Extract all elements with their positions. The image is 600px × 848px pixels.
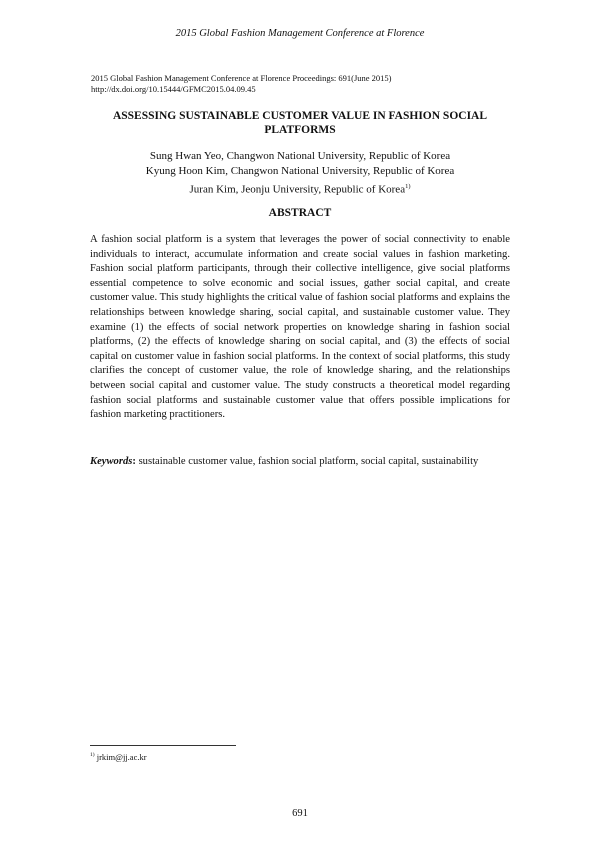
abstract-heading: ABSTRACT — [268, 207, 332, 219]
paper-title: ASSESSING SUSTAINABLE CUSTOMER VALUE IN FASHION SOCIAL PLATFORMS — [112, 110, 488, 136]
proceedings-info — [91, 73, 392, 95]
author-line — [90, 179, 510, 198]
keywords-text: sustainable customer value, fashion social platform, social capital, sustainability — [138, 456, 479, 467]
author-line: Kyung Hoon Kim, Changwon National University, Republic of Korea — [145, 165, 455, 177]
running-header: 2015 Global Fashion Management Conference at Florence — [175, 28, 425, 39]
doi-link[interactable]: http://dx.doi.org/10.15444/GFMC2015.04.09.45 — [91, 84, 256, 94]
author-text: Juran Kim, Jeonju University, Republic of Korea — [189, 183, 406, 196]
author-list — [90, 149, 510, 198]
footnote — [90, 752, 147, 762]
proceedings-citation: 2015 Global Fashion Management Conference at Florence Proceedings: 691(June 2015) — [91, 73, 392, 83]
footnote-mark: 1) — [90, 752, 95, 759]
keywords-section — [90, 455, 510, 470]
footnote-marker: 1) — [405, 183, 411, 190]
author-line: Sung Hwan Yeo, Changwon National University, Republic of Korea — [149, 150, 451, 162]
keywords-label: Keywords — [90, 456, 133, 467]
page-number: 691 — [292, 808, 308, 819]
footnote-email[interactable]: jrkim@jj.ac.kr — [96, 752, 147, 762]
footnote-divider — [90, 745, 236, 746]
abstract-body: A fashion social platform is a system that leverages the power of social connectivity to enable individuals to interact, accumulate information and create social values in fashion marketing. Fashion social platform participants, through their collective intelligence, give social platforms essential competence to solve economic and social issues, gather social capital, and create customer value. This study highlights the critical value of fashion social platforms and explains the relationships between knowledge sharing, social capital, and sustainable customer value. They examine (1) the effects of social network properties on knowledge sharing in fashion social platforms, (2) the effects of knowledge sharing on social capital, and (3) the effects of social capital on customer value in fashion social platforms. In the context of social platforms, this study clarifies the concept of customer value, the role of knowledge sharing, and the relationships between social capital and customer value. The study constructs a theoretical model regarding fashion social platforms and sustainable customer value that offers possible implications for fashion marketing practitioners. — [90, 234, 510, 421]
keywords-separator: : — [132, 456, 136, 467]
